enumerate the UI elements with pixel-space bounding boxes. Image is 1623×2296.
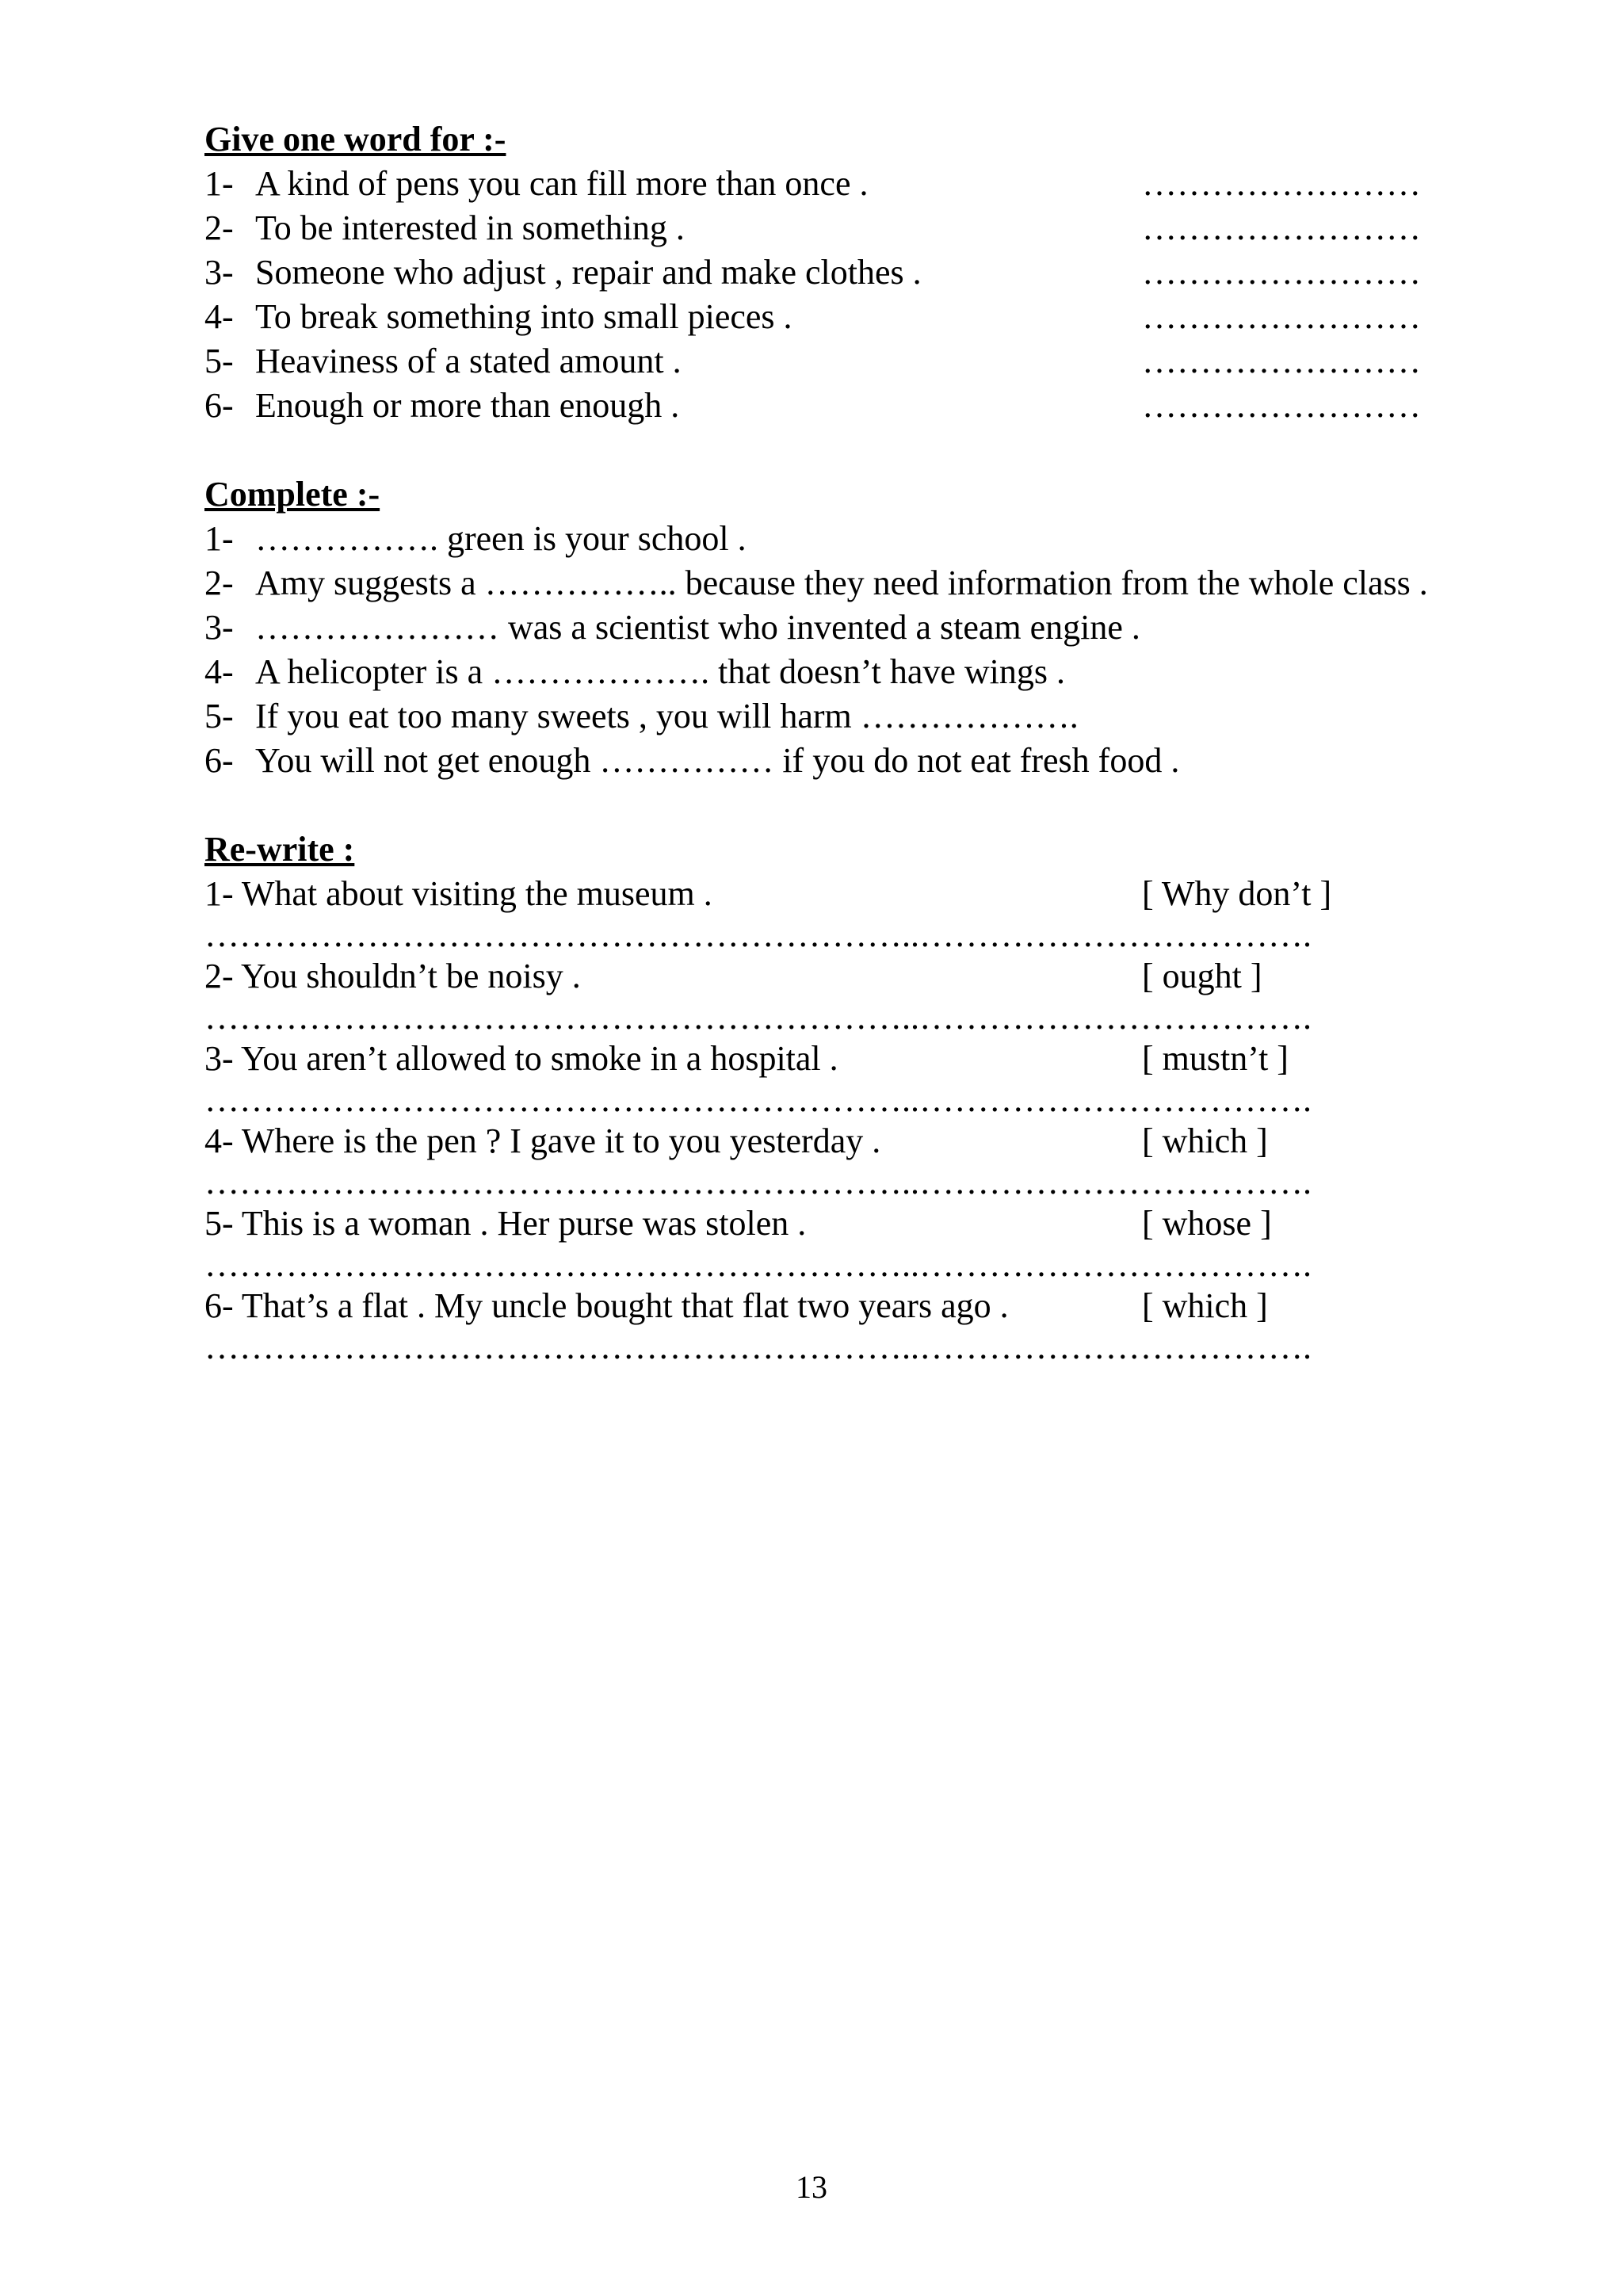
item-number: 6- — [204, 741, 234, 780]
item-text: You will not get enough …………… if you do not eat fresh food . — [255, 741, 1180, 780]
item-text: 4- Where is the pen ? I gave it to you yesterday . — [204, 1121, 881, 1160]
item-text: 3- You aren’t allowed to smoke in a hospital . — [204, 1039, 838, 1078]
one-word-item — [204, 384, 1457, 428]
item-text: ……………. green is your school . — [255, 519, 747, 558]
item-number: 4- — [204, 652, 234, 691]
hint-word: [ mustn’t ] — [1142, 1039, 1289, 1078]
answer-line: ……………………………………………………..……………………………. — [204, 1246, 1312, 1284]
item-text: A kind of pens you can fill more than once . — [255, 164, 869, 203]
answer-line: ……………………………………………………..……………………………. — [204, 1163, 1312, 1201]
complete-item — [204, 650, 1457, 694]
answer-blank: …………………… — [1142, 164, 1421, 203]
one-word-item — [204, 250, 1457, 295]
item-number: 2- — [204, 208, 234, 247]
item-text: To break something into small pieces . — [255, 297, 792, 336]
item-text: Amy suggests a …………….. because they need information from the whole class . — [255, 563, 1428, 602]
item-text: 1- What about visiting the museum . — [204, 874, 712, 913]
rewrite-item — [204, 872, 1457, 916]
item-number: 5- — [204, 342, 234, 380]
hint-word: [ ought ] — [1142, 957, 1262, 995]
answer-line: ……………………………………………………..……………………………. — [204, 999, 1312, 1037]
rewrite-item — [204, 954, 1457, 999]
one-word-heading: Give one word for :- — [204, 120, 506, 159]
rewrite-heading: Re-write : — [204, 830, 355, 869]
worksheet-page — [204, 117, 1457, 1366]
rewrite-item — [204, 1201, 1457, 1246]
one-word-item — [204, 339, 1457, 384]
item-text: Heaviness of a stated amount . — [255, 342, 682, 380]
complete-item — [204, 561, 1457, 606]
hint-word: [ whose ] — [1142, 1204, 1272, 1243]
item-text: ………………… was a scientist who invented a steam engine . — [255, 608, 1140, 647]
rewrite-item — [204, 1119, 1457, 1163]
hint-word: [ Why don’t ] — [1142, 874, 1332, 913]
section-spacer — [204, 428, 1457, 472]
item-number: 6- — [204, 386, 234, 425]
item-text: To be interested in something . — [255, 208, 685, 247]
item-number: 5- — [204, 697, 234, 735]
item-number: 4- — [204, 297, 234, 336]
complete-heading: Complete :- — [204, 475, 380, 514]
answer-blank: …………………… — [1142, 208, 1421, 247]
item-number: 1- — [204, 164, 234, 203]
hint-word: [ which ] — [1142, 1286, 1268, 1325]
complete-item — [204, 694, 1457, 739]
hint-word: [ which ] — [1142, 1121, 1268, 1160]
item-text: A helicopter is a ………………. that doesn’t have wings . — [255, 652, 1066, 691]
answer-blank: …………………… — [1142, 386, 1421, 425]
answer-blank: …………………… — [1142, 297, 1421, 336]
item-text: Enough or more than enough . — [255, 386, 680, 425]
complete-item — [204, 739, 1457, 783]
page-number: 13 — [796, 2169, 827, 2205]
rewrite-item — [204, 1037, 1457, 1081]
one-word-item — [204, 162, 1457, 206]
item-number: 3- — [204, 253, 234, 292]
answer-line: ……………………………………………………..……………………………. — [204, 1328, 1312, 1366]
answer-blank: …………………… — [1142, 253, 1421, 292]
item-text: 5- This is a woman . Her purse was stolen . — [204, 1204, 807, 1243]
complete-item — [204, 606, 1457, 650]
rewrite-item — [204, 1284, 1457, 1328]
item-text: 6- That’s a flat . My uncle bought that flat two years ago . — [204, 1286, 1009, 1325]
answer-line: ……………………………………………………..……………………………. — [204, 916, 1312, 954]
complete-item — [204, 517, 1457, 561]
item-number: 3- — [204, 608, 234, 647]
item-text: If you eat too many sweets , you will harm ………………. — [255, 697, 1079, 735]
item-text: Someone who adjust , repair and make clothes . — [255, 253, 922, 292]
item-number: 1- — [204, 519, 234, 558]
item-text: 2- You shouldn’t be noisy . — [204, 957, 581, 995]
one-word-item — [204, 295, 1457, 339]
answer-line: ……………………………………………………..……………………………. — [204, 1081, 1312, 1119]
item-number: 2- — [204, 563, 234, 602]
one-word-item — [204, 206, 1457, 250]
section-spacer — [204, 783, 1457, 827]
answer-blank: …………………… — [1142, 342, 1421, 380]
